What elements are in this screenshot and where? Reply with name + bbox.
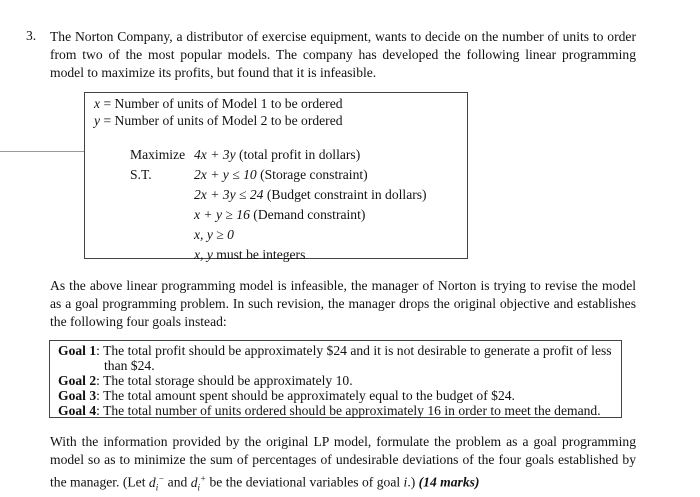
goal-2	[58, 373, 353, 388]
x-variable: x	[94, 96, 101, 111]
objective-expression	[194, 145, 360, 165]
question-intro: The Norton Company, a distributor of exercise equipment, wants to decide on the number of units to order from two of the most popular models. The company has developed the following linear programming model to maximize its profits, but found that it is infeasible.	[50, 29, 636, 81]
constraint-1	[194, 165, 368, 185]
objective-note: (total profit in dollars)	[235, 147, 361, 162]
y-variable: y	[94, 113, 101, 128]
d-plus-variable: $d_i^+$	[190, 473, 207, 493]
constraint-4-formula: x, y ≥ 0	[194, 227, 234, 242]
x-definition-text: = Number of units of Model 1 to be ordered	[100, 96, 343, 111]
constraint-3	[194, 205, 365, 225]
constraint-2	[194, 185, 427, 205]
definition-y	[94, 112, 343, 129]
constraint-1-note: (Storage constraint)	[256, 167, 368, 182]
objective-formula: 4x + 3y	[194, 147, 236, 162]
constraint-5	[194, 245, 305, 265]
goal-4-text: : The total number of units ordered should be approximately 16 in order to meet the demand.	[96, 403, 601, 418]
question-number: 3.	[26, 28, 37, 43]
constraint-row	[130, 245, 427, 265]
goal-1	[58, 343, 612, 358]
subject-to-label: S.T.	[130, 167, 152, 182]
y-definition-text: = Number of units of Model 2 to be ordered	[100, 113, 343, 128]
goal-1-text: : The total profit should be approximately $24 and it is not desirable to generate a profit of less	[96, 343, 612, 358]
constraint-row	[130, 205, 427, 225]
goal-3-label: Goal 3	[58, 388, 97, 403]
closing-text-d: .)	[407, 474, 419, 490]
goal-2-label: Goal 2	[58, 373, 97, 388]
rule-divider	[0, 151, 84, 152]
goal-3-text: : The total amount spent should be approximately equal to the budget of $24.	[96, 388, 515, 403]
d-minus-variable: $d_i^-$	[148, 473, 165, 493]
goal-1-continuation: than $24.	[104, 358, 155, 373]
constraint-5-note: must be integers	[212, 247, 306, 262]
marks-label: (14 marks)	[418, 474, 480, 490]
constraint-4	[194, 225, 234, 245]
goal-index-variable: i	[403, 474, 408, 490]
constraint-3-formula: x + y ≥ 16	[194, 207, 250, 222]
goal-3	[58, 388, 515, 403]
constraint-row	[130, 185, 427, 205]
constraint-row	[130, 165, 427, 185]
goal-4-label: Goal 4	[58, 403, 97, 418]
closing-text-a: With the information provided by the original LP model, formulate the problem as a goal programming model so as to minimize the sum of percentages of undesirable deviations of the four goals established by the manager. (Let	[50, 434, 636, 490]
constraint-3-note: (Demand constraint)	[249, 207, 366, 222]
objective-row	[130, 145, 427, 165]
goals-box	[49, 340, 622, 418]
objective-label: Maximize	[130, 147, 186, 162]
constraint-1-formula: 2x + y ≤ 10	[194, 167, 257, 182]
definition-x	[94, 95, 343, 112]
lp-model	[130, 145, 427, 265]
constraint-row	[130, 225, 427, 245]
constraint-2-formula: 2x + 3y ≤ 24	[194, 187, 264, 202]
goal-1-label: Goal 1	[58, 343, 97, 358]
closing-text-b: and	[164, 474, 191, 490]
goal-2-text: : The total storage should be approximately 10.	[96, 373, 353, 388]
constraint-5-formula: x, y	[194, 247, 213, 262]
closing-paragraph	[50, 433, 636, 497]
closing-text-c: be the deviational variables of goal	[206, 474, 404, 490]
goal-4	[58, 403, 601, 418]
transition-paragraph: As the above linear programming model is infeasible, the manager of Norton is trying to revise the model as a goal programming problem. In such revision, the manager drops the original objective and establishes the following four goals instead:	[50, 278, 636, 330]
constraint-2-note: (Budget constraint in dollars)	[263, 187, 427, 202]
